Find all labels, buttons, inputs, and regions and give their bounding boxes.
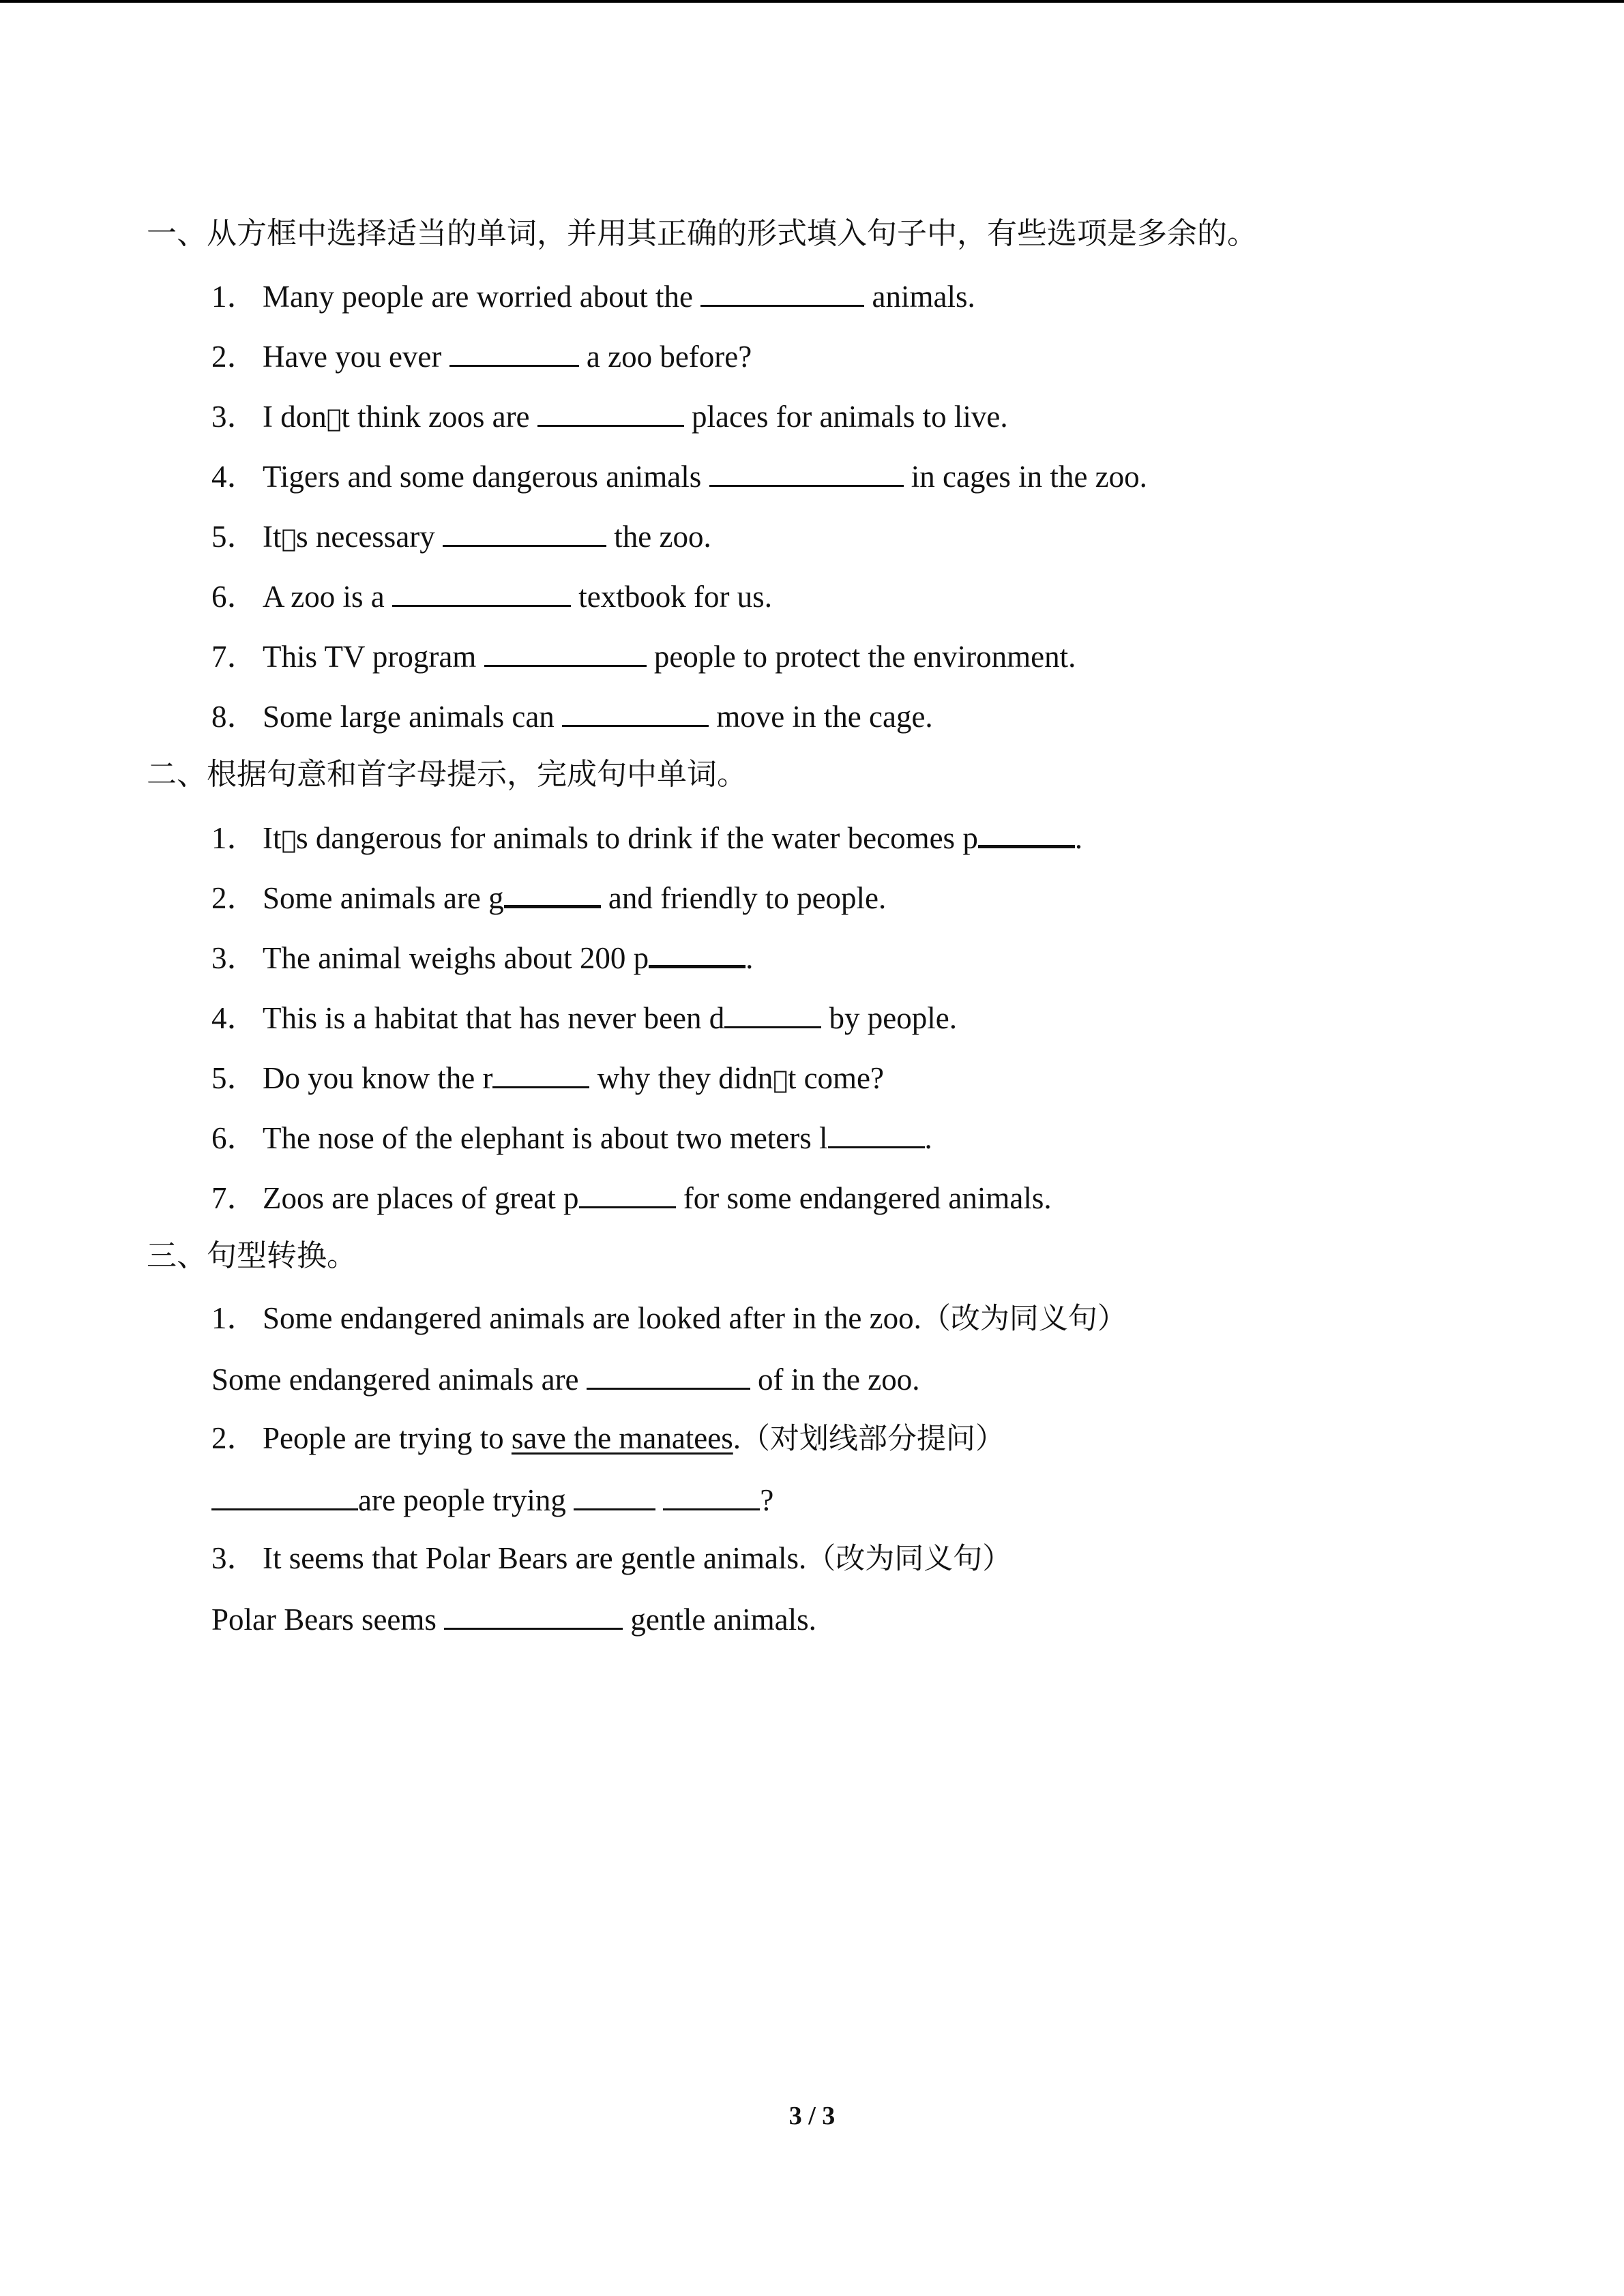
answer-blank[interactable] bbox=[537, 398, 684, 427]
answer-blank[interactable] bbox=[392, 578, 571, 607]
answer-blank[interactable] bbox=[562, 698, 709, 727]
answer-blank[interactable] bbox=[492, 1059, 589, 1088]
missing-glyph-icon: 􀀀 bbox=[326, 405, 342, 433]
s1-question-3: 3． I don􀀀t think zoos are places for animals to live. bbox=[211, 396, 1008, 440]
s1-question-8: 8． Some large animals can move in the cage. bbox=[211, 696, 933, 737]
answer-blank[interactable] bbox=[828, 1119, 925, 1148]
s2-question-4: 4． This is a habitat that has never been d by people. bbox=[211, 998, 957, 1039]
s2-question-7: 7． Zoos are places of great p for some endangered animals. bbox=[211, 1178, 1052, 1219]
s3-question-2: 2． People are trying to save the manatees.（对划线部分提问） bbox=[211, 1421, 1005, 1456]
missing-glyph-icon: 􀀀 bbox=[281, 525, 297, 553]
s2-question-1: 1． It􀀀s dangerous for animals to drink if the water becomes p . bbox=[211, 818, 1082, 861]
answer-blank[interactable] bbox=[504, 878, 601, 908]
answer-blank[interactable] bbox=[444, 1600, 623, 1630]
answer-blank[interactable] bbox=[449, 338, 579, 367]
s1-question-5: 5． It􀀀s necessary the zoo. bbox=[211, 516, 711, 560]
answer-blank[interactable] bbox=[649, 938, 745, 968]
s3-question-1: 1． Some endangered animals are looked after in the zoo.（改为同义句） bbox=[211, 1301, 1127, 1336]
answer-blank[interactable] bbox=[574, 1481, 655, 1510]
s1-question-2: 2． Have you ever a zoo before? bbox=[211, 336, 752, 377]
s3-question-3: 3． It seems that Polar Bears are gentle animals.（改为同义句） bbox=[211, 1541, 1012, 1576]
s2-question-6: 6． The nose of the elephant is about two meters l . bbox=[211, 1118, 932, 1159]
answer-blank[interactable] bbox=[587, 1360, 750, 1390]
s1-question-4: 4． Tigers and some dangerous animals in cages in the zoo. bbox=[211, 456, 1147, 497]
s2-question-2: 2． Some animals are g and friendly to people. bbox=[211, 878, 886, 919]
answer-blank[interactable] bbox=[211, 1481, 358, 1510]
answer-blank[interactable] bbox=[443, 518, 606, 547]
missing-glyph-icon: 􀀀 bbox=[773, 1067, 788, 1094]
answer-blank[interactable] bbox=[978, 818, 1075, 848]
answer-blank[interactable] bbox=[709, 458, 904, 487]
s1-question-7: 7． This TV program people to protect the environment. bbox=[211, 636, 1076, 677]
answer-blank[interactable] bbox=[724, 999, 821, 1028]
section-3-title: 三、句型转换。 bbox=[147, 1238, 357, 1273]
answer-blank[interactable] bbox=[663, 1481, 760, 1510]
s2-question-3: 3． The animal weighs about 200 p . bbox=[211, 938, 753, 979]
s2-question-5: 5． Do you know the r why they didn􀀀t come? bbox=[211, 1058, 884, 1101]
answer-blank[interactable] bbox=[579, 1179, 676, 1208]
s1-question-1: 1． Many people are worried about the animals. bbox=[211, 276, 975, 317]
underlined-phrase: save the manatees bbox=[511, 1421, 733, 1455]
page-number: 3 / 3 bbox=[788, 2102, 836, 2130]
section-2-title: 二、根据句意和首字母提示，完成句中单词。 bbox=[147, 757, 747, 792]
answer-blank[interactable] bbox=[484, 638, 647, 667]
s3-answer-1: Some endangered animals are of in the zoo. bbox=[211, 1359, 919, 1400]
s3-answer-2: are people trying ? bbox=[211, 1480, 773, 1521]
s3-answer-3: Polar Bears seems gentle animals. bbox=[211, 1599, 816, 1640]
s1-question-6: 6． A zoo is a textbook for us. bbox=[211, 576, 772, 617]
answer-blank[interactable] bbox=[700, 278, 864, 307]
section-1-title: 一、从方框中选择适当的单词，并用其正确的形式填入句子中，有些选项是多余的。 bbox=[147, 216, 1257, 251]
missing-glyph-icon: 􀀀 bbox=[281, 826, 297, 854]
